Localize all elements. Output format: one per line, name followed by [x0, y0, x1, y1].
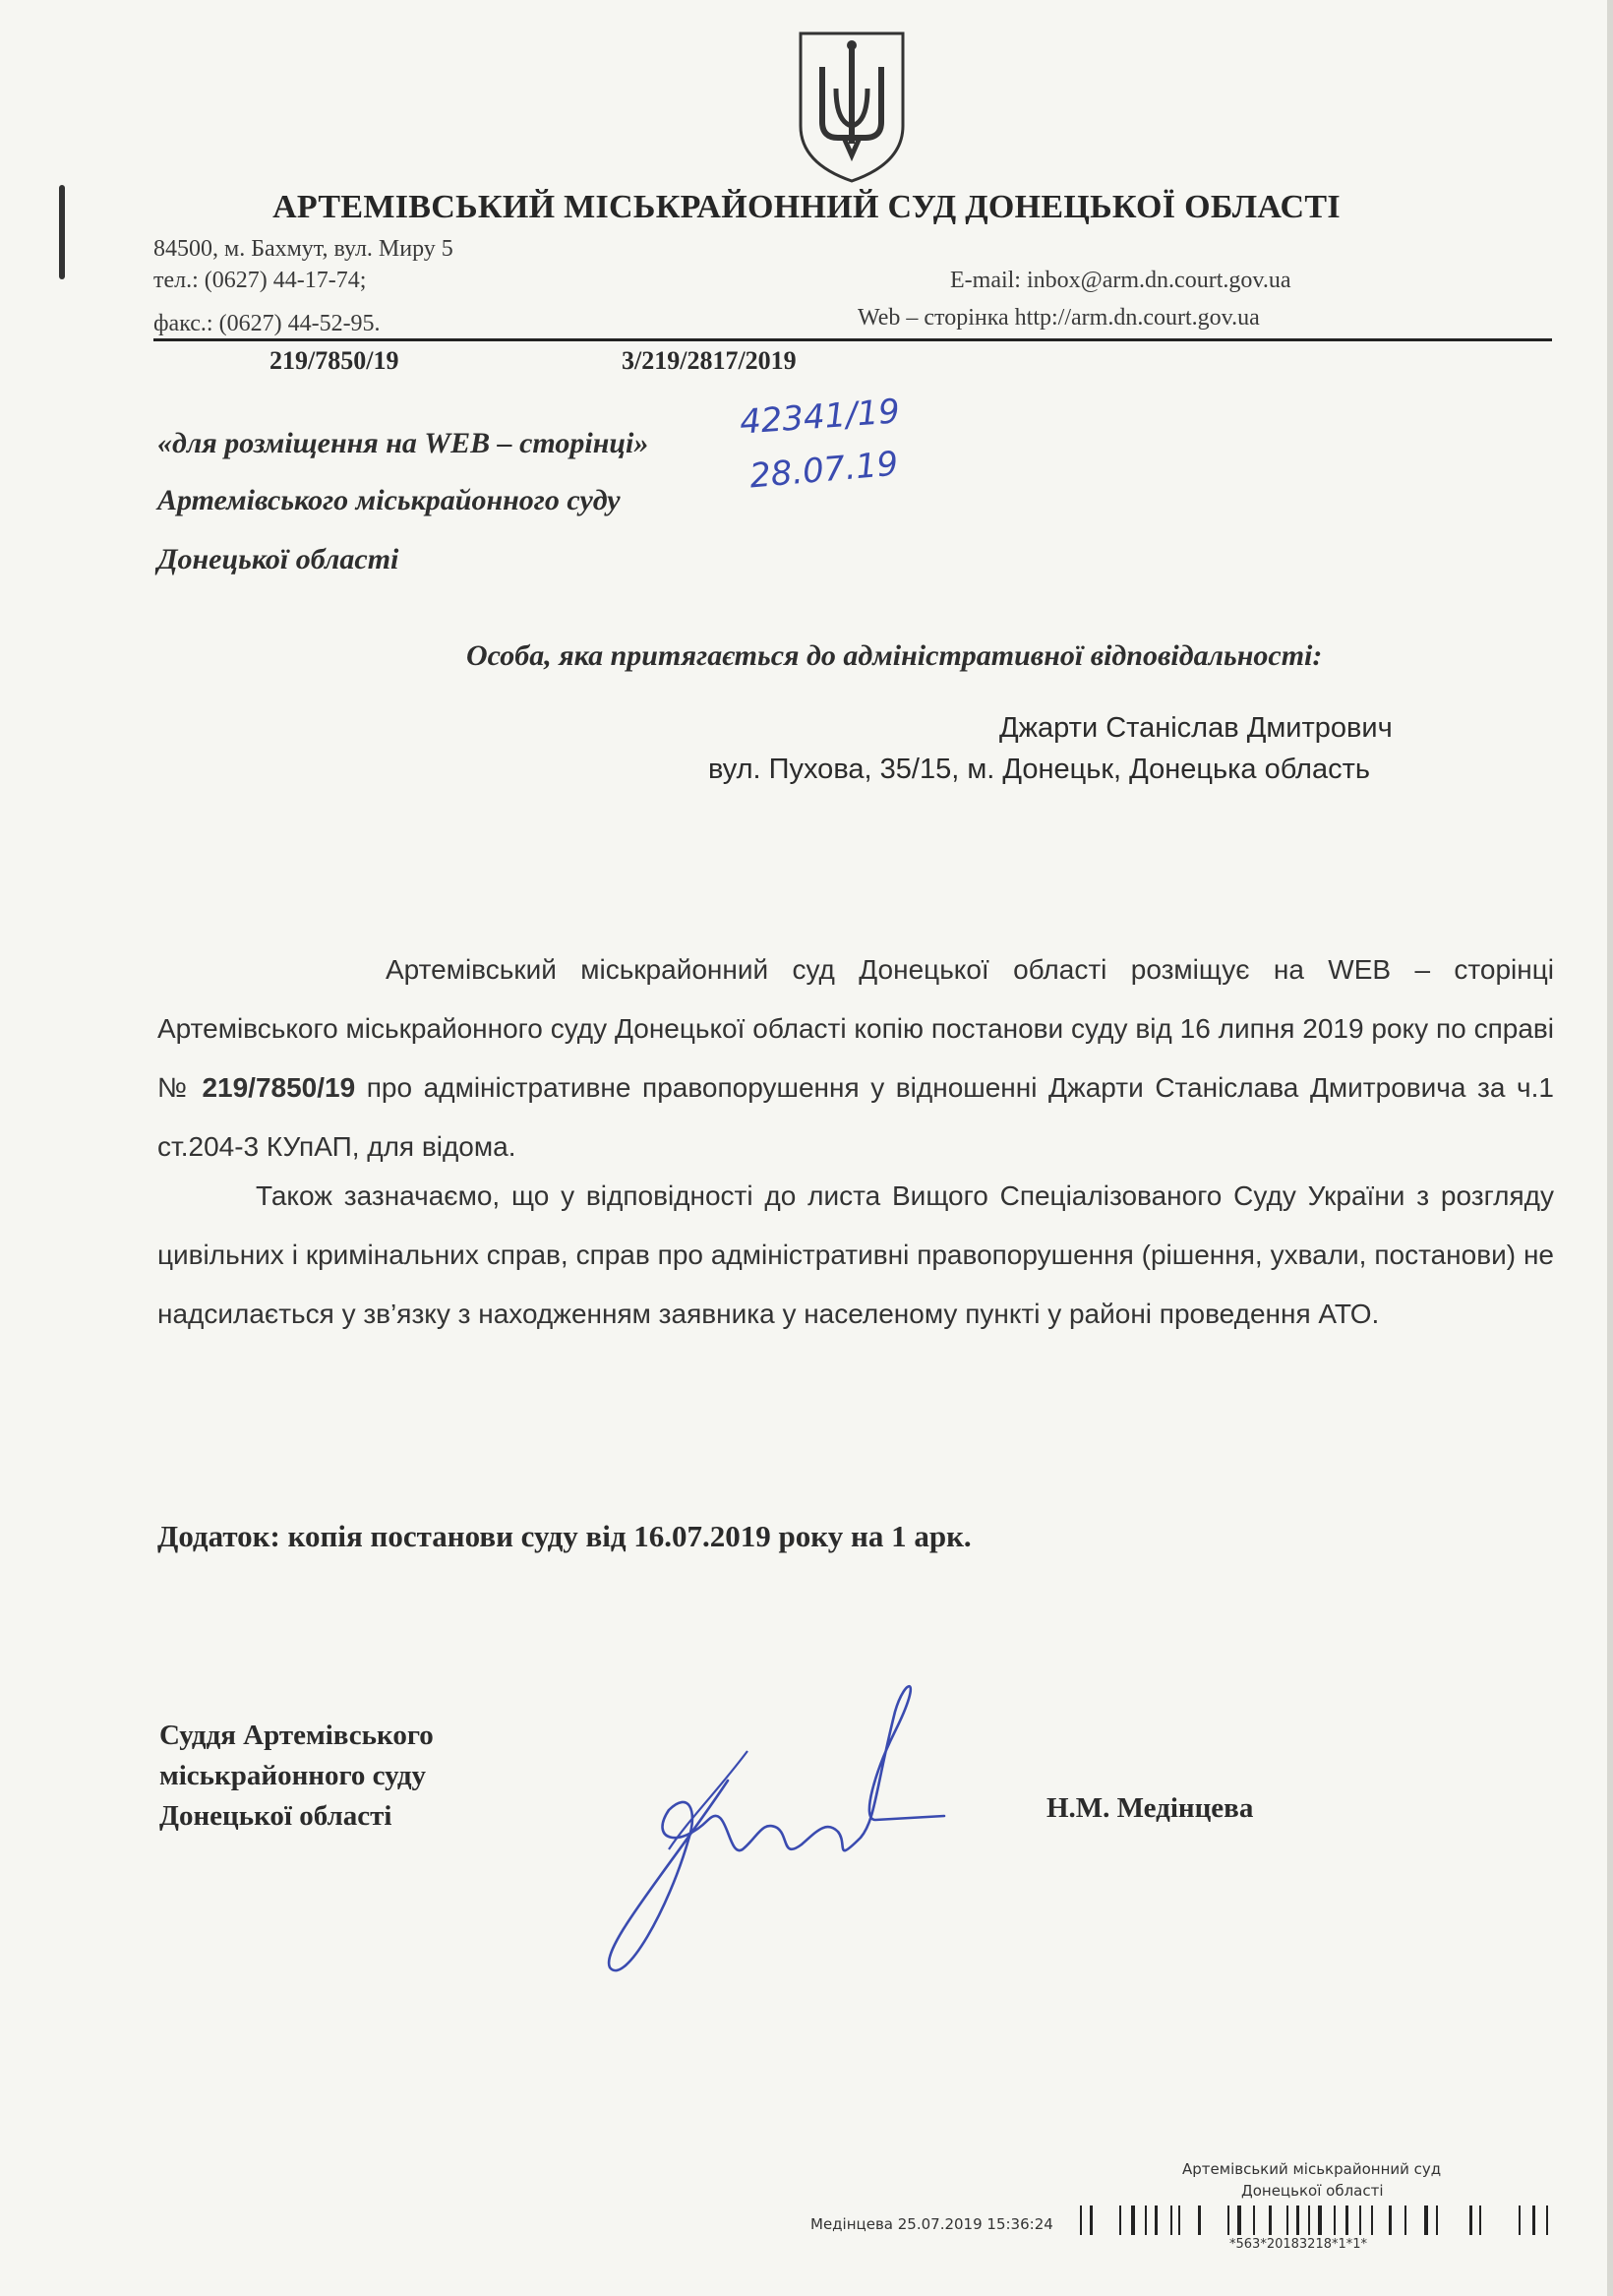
court-title: АРТЕМІВСЬКИЙ МІСЬКРАЙОННИЙ СУД ДОНЕЦЬКОЇ ОБЛАСТІ [272, 189, 1341, 225]
registry-court-region: Донецької області [1241, 2182, 1384, 2200]
body-case-number: 219/7850/19 [202, 1072, 356, 1103]
judge-name: Н.М. Медінцева [1046, 1792, 1254, 1824]
registration-number-handwritten: 42341/19 [738, 392, 902, 443]
court-website: Web – сторінка http://arm.dn.court.gov.ua [858, 305, 1260, 331]
court-address: 84500, м. Бахмут, вул. Миру 5 [153, 236, 453, 262]
judge-title-line-1: Суддя Артемівського [159, 1720, 434, 1751]
barcode [1080, 2205, 1562, 2235]
court-email: E-mail: inbox@arm.dn.court.gov.ua [950, 268, 1291, 293]
digital-signature-stamp: Медінцева 25.07.2019 15:36:24 [810, 2215, 1053, 2233]
coat-of-arms-icon [793, 28, 911, 185]
judge-title-line-2: міськрайонного суду [159, 1760, 427, 1791]
registration-date-handwritten: 28.07.19 [747, 444, 900, 497]
case-number: 219/7850/19 [269, 346, 399, 375]
recipient-line-3: Донецької області [157, 543, 399, 575]
body-paragraph-1: Артемівський міськрайонний суд Донецької області розміщує на WEB – сторінці Артемівського міськрайонного суду Донецької області копію постанови суду від 16 липня 2019 року по справі № 219/7850/19 про адміністративне правопорушення у відношенні Джарти Станіслава Дмитровича за ч.1 ст.204-3 КУпАП, для відома. [157, 954, 1554, 1162]
judge-title-line-3: Донецької області [159, 1800, 392, 1832]
judge-title-block [159, 1716, 434, 1837]
header-divider [153, 338, 1552, 341]
addressee-heading: Особа, яка притягається до адміністративної відповідальності: [466, 639, 1323, 672]
addressee-name: Джарти Станіслав Дмитрович [999, 712, 1393, 744]
proceeding-number: 3/219/2817/2019 [622, 346, 797, 375]
body-paragraph-2: Також зазначаємо, що у відповідності до листа Вищого Спеціалізованого Суду України з розгляду цивільних і кримінальних справ, справ про адміністративні правопорушення (рішення, ухвали, постанови) не надсилається у зв’язку з находженням заявника у населеному пункті у районі проведення АТО. [157, 1180, 1554, 1329]
annex-line: Додаток: копія постанови суду від 16.07.2019 року на 1 арк. [157, 1519, 972, 1553]
court-fax: факс.: (0627) 44-52-95. [153, 311, 381, 336]
registry-court-name: Артемівський міськрайонний суд [1182, 2160, 1442, 2178]
court-phone: тел.: (0627) 44-17-74; [153, 268, 367, 293]
addressee-address: вул. Пухова, 35/15, м. Донецьк, Донецька область [708, 754, 1370, 785]
recipient-line-2: Артемівського міськрайонного суду [157, 484, 621, 516]
recipient-line-1: «для розміщення на WEB – сторінці» [157, 427, 649, 459]
handwritten-signature [580, 1672, 954, 1997]
barcode-text: *563*20183218*1*1* [1229, 2237, 1368, 2252]
